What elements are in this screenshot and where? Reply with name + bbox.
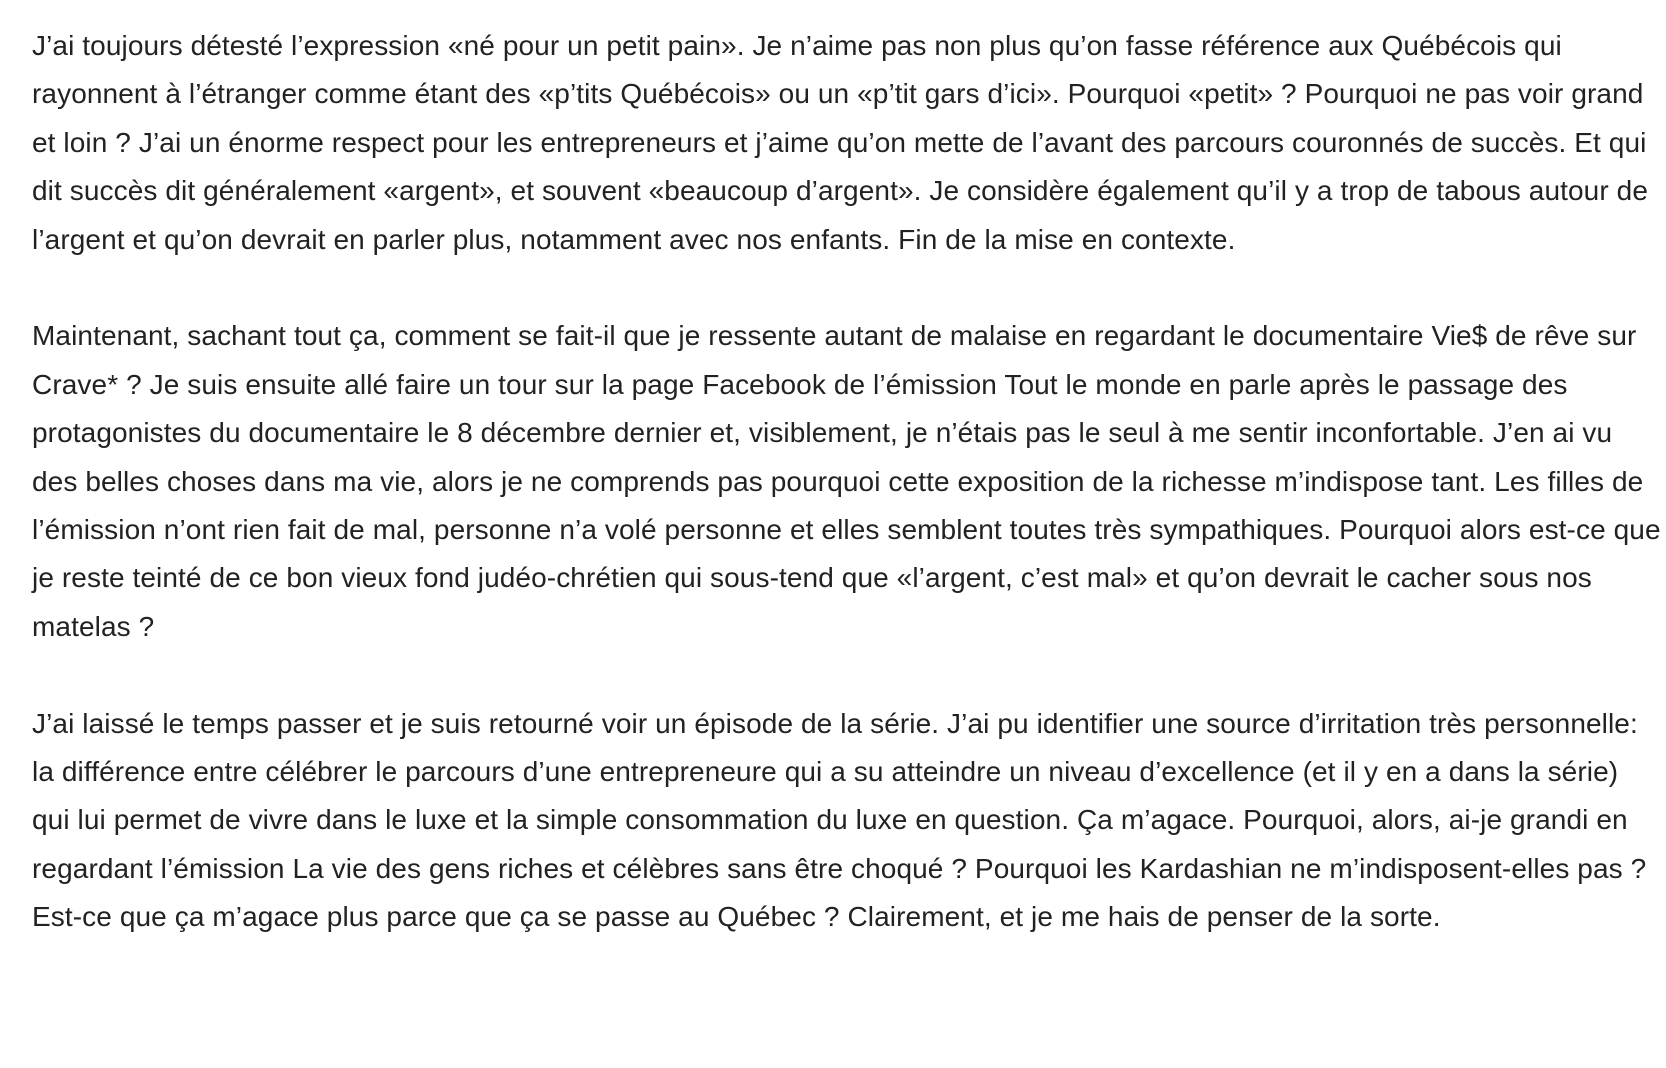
article-paragraph-3: J’ai laissé le temps passer et je suis retourné voir un épisode de la série. J’ai pu identifier une source d’irritation très personnelle: la différence entre célébrer le parcours d’une entrepreneure qui a su atteindre un niveau d’excellence (et il y en a dans la série) qui lui permet de vivre dans le luxe et la simple consommation du luxe en question. Ça m’agace. Pourquoi, alors, ai-je grandi en regardant l’émission La vie des gens riches et célèbres sans être choqué ? Pourquoi les Kardashian ne m’indisposent-elles pas ? Est-ce que ça m’agace plus parce que ça se passe au Québec ? Clairement, et je me hais de penser de la sorte.	[32, 707, 1647, 933]
article-paragraph-2: Maintenant, sachant tout ça, comment se fait-il que je ressente autant de malaise en regardant le documentaire Vie$ de rêve sur Crave* ? Je suis ensuite allé faire un tour sur la page Facebook de l’émission Tout le monde en parle après le passage des protagonistes du documentaire le 8 décembre dernier et, visiblement, je n’étais pas le seul à me sentir inconfortable. J’en ai vu des belles choses dans ma vie, alors je ne comprends pas pourquoi cette exposition de la richesse m’indispose tant. Les filles de l’émission n’ont rien fait de mal, personne n’a volé personne et elles semblent toutes très sympathiques. Pourquoi alors est-ce que je reste teinté de ce bon vieux fond judéo-chrétien qui sous-tend que «l’argent, c’est mal» et qu’on devrait le cacher sous nos matelas ?	[32, 320, 1661, 642]
article-body	[32, 22, 1662, 942]
article-paragraph-1: J’ai toujours détesté l’expression «né pour un petit pain». Je n’aime pas non plus qu’on fasse référence aux Québécois qui rayonnent à l’étranger comme étant des «p’tits Québécois» ou un «p’tit gars d’ici». Pourquoi «petit» ? Pourquoi ne pas voir grand et loin ? J’ai un énorme respect pour les entrepreneurs et j’aime qu’on mette de l’avant des parcours couronnés de succès. Et qui dit succès dit généralement «argent», et souvent «beaucoup d’argent». Je considère également qu’il y a trop de tabous autour de l’argent et qu’on devrait en parler plus, notamment avec nos enfants. Fin de la mise en contexte.	[32, 30, 1648, 255]
